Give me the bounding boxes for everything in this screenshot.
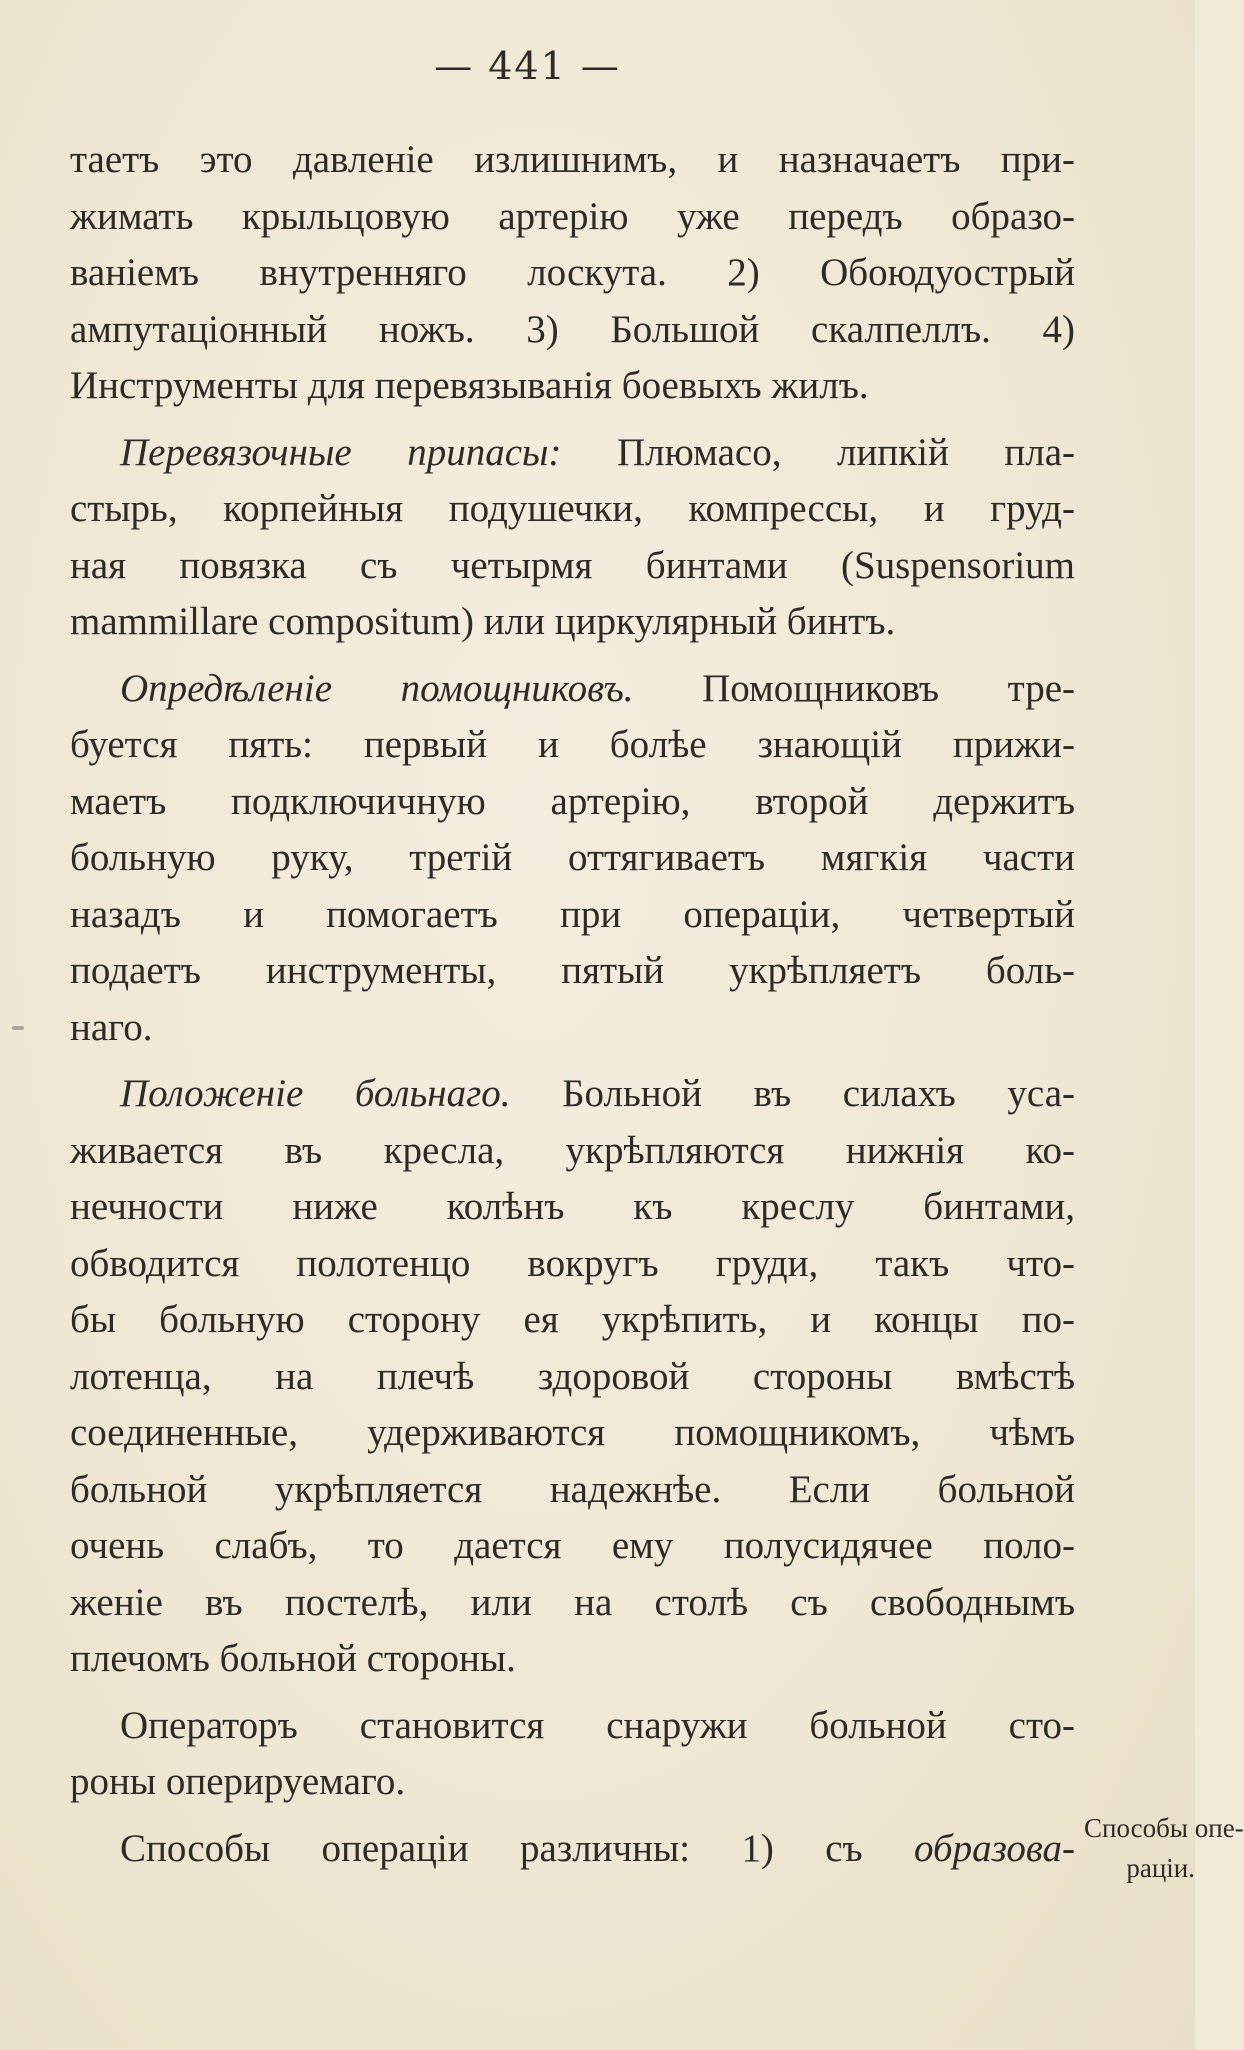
text-segment: плечомъ больной стороны. — [70, 1637, 516, 1680]
paragraph-gap — [70, 1811, 1075, 1821]
text-segment: нечности ниже колѣнъ къ креслу бинтами, — [70, 1185, 1075, 1228]
text-segment: Больной въ силахъ уса- — [510, 1072, 1075, 1115]
text-segment: Плюмасо, липкій пла- — [561, 430, 1075, 474]
text-segment: ная повязка съ четырмя бинтами (Suspensorium — [70, 543, 1075, 587]
text-segment: роны оперируемаго. — [70, 1760, 406, 1803]
text-line — [70, 302, 1075, 359]
text-segment: больной укрѣпляется надежнѣе. Если больной — [70, 1467, 1075, 1511]
text-line — [70, 1518, 1075, 1575]
paragraph-gap — [70, 415, 1075, 425]
text-line — [70, 830, 1075, 887]
italic-heading: Опредѣленіе помощниковъ. — [120, 666, 634, 710]
page-number: — 441 — — [434, 44, 621, 88]
text-segment: таетъ это давленіе излишнимъ, и назначаетъ при- — [70, 138, 1075, 181]
margin-note-line: Способы опе- — [1084, 1813, 1244, 1843]
italic-heading: образова- — [914, 1826, 1075, 1870]
text-line — [70, 1000, 1075, 1057]
paragraph-gap — [70, 651, 1075, 661]
text-segment: наго. — [70, 1005, 153, 1049]
text-line — [70, 132, 1075, 189]
text-line — [70, 594, 1075, 651]
text-segment: буется пять: первый и болѣе знающій прижи- — [70, 723, 1075, 766]
text-segment: Инструменты для перевязыванія боевыхъ жилъ. — [70, 364, 869, 407]
text-segment: ваніемъ внутренняго лоскута. 2) Обоюдуострый — [70, 251, 1075, 294]
text-segment: стырь, корпейныя подушечки, компрессы, и груд- — [70, 487, 1075, 530]
text-segment: mammillare compositum) или циркулярный бинтъ. — [70, 600, 896, 643]
text-line — [70, 943, 1075, 1000]
italic-heading: Перевязочные припасы: — [120, 430, 562, 474]
text-line — [70, 189, 1075, 246]
text-segment: Операторъ становится снаружи больной сто- — [120, 1703, 1075, 1747]
text-line — [70, 1123, 1075, 1180]
text-line — [70, 661, 1075, 718]
paragraph-gap — [70, 1056, 1075, 1066]
text-line — [70, 245, 1075, 302]
text-line — [70, 1066, 1075, 1123]
text-line — [70, 358, 1075, 415]
text-segment: женіе въ постелѣ, или на столѣ съ свободнымъ — [70, 1580, 1075, 1624]
text-line — [70, 481, 1075, 538]
paragraph-gap — [70, 1688, 1075, 1698]
text-line — [70, 1754, 1075, 1811]
text-segment: жимать крыльцовую артерію уже передъ образо- — [70, 194, 1075, 238]
text-segment: Способы операціи различны: 1) съ — [120, 1826, 915, 1870]
text-line — [70, 717, 1075, 774]
text-segment: маетъ подключичную артерію, второй держитъ — [70, 779, 1075, 823]
text-segment: Помощниковъ тре- — [633, 666, 1075, 710]
text-segment: очень слабъ, то дается ему полусидячее поло- — [70, 1524, 1075, 1567]
text-line — [70, 774, 1075, 831]
text-segment: подаетъ инструменты, пятый укрѣпляетъ боль- — [70, 949, 1075, 992]
text-line — [70, 538, 1075, 595]
text-line — [70, 1236, 1075, 1293]
margin-note-line: раціи. — [1126, 1853, 1195, 1883]
text-segment: лотенца, на плечѣ здоровой стороны вмѣстѣ — [70, 1354, 1075, 1398]
text-line — [70, 1292, 1075, 1349]
text-segment: живается въ кресла, укрѣпляются нижнія ко- — [70, 1128, 1075, 1172]
ink-blot — [12, 1026, 24, 1030]
text-segment: больную руку, третій оттягиваетъ мягкія части — [70, 836, 1075, 879]
text-segment: назадъ и помогаетъ при операціи, четвертый — [70, 892, 1075, 936]
text-line — [70, 1462, 1075, 1519]
text-line — [70, 1698, 1075, 1755]
text-line — [70, 1179, 1075, 1236]
text-segment: обводится полотенцо вокругъ груди, такъ что- — [70, 1241, 1075, 1285]
text-segment: соединенные, удерживаются помощникомъ, чѣмъ — [70, 1411, 1075, 1454]
text-line — [70, 1405, 1075, 1462]
text-segment: бы больную сторону ея укрѣпить, и концы по- — [70, 1298, 1075, 1341]
text-line — [70, 1631, 1075, 1688]
text-line — [70, 1821, 1075, 1878]
text-line — [70, 1575, 1075, 1632]
text-line — [70, 425, 1075, 482]
text-segment: ампутаціонный ножъ. 3) Большой скалпеллъ. 4) — [70, 307, 1075, 351]
text-line — [70, 1349, 1075, 1406]
margin-note — [1084, 1808, 1244, 1888]
italic-heading: Положеніе больнаго. — [120, 1072, 511, 1115]
text-line — [70, 887, 1075, 944]
body-text — [70, 132, 1075, 1877]
